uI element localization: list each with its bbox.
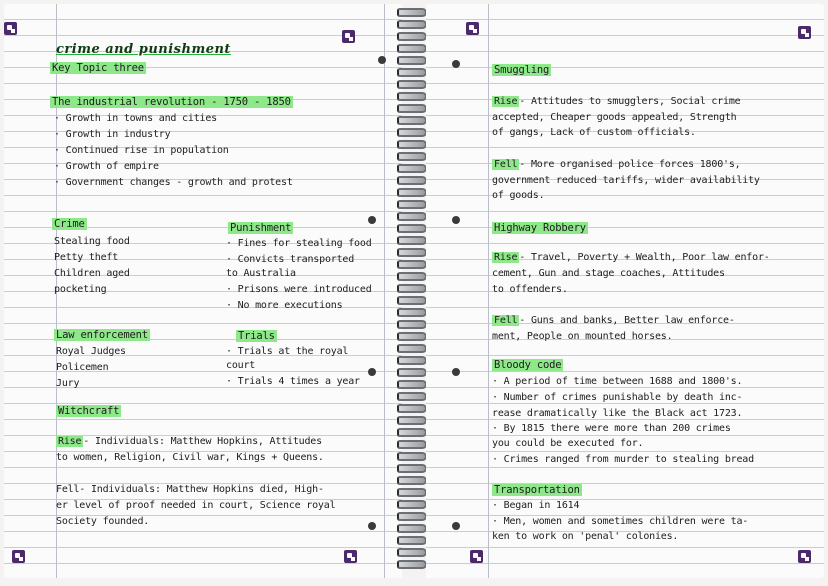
punch-hole-icon bbox=[452, 60, 460, 68]
smuggling-rise-text: accepted, Cheaper goods appealed, Strength bbox=[492, 112, 737, 123]
spiral-coil bbox=[397, 32, 427, 41]
punch-hole-icon bbox=[368, 216, 376, 224]
witchcraft-heading: Witchcraft bbox=[58, 405, 120, 417]
fell-label: Fell bbox=[494, 315, 518, 326]
list-item: · Growth of empire bbox=[54, 161, 159, 172]
spiral-coil bbox=[397, 368, 427, 377]
spiral-coil bbox=[397, 92, 427, 101]
list-item: · No more executions bbox=[226, 300, 343, 311]
transportation-heading: Transportation bbox=[494, 484, 580, 496]
spiral-coil bbox=[397, 308, 427, 317]
smuggling-rise-text: of gangs, Lack of custom officials. bbox=[492, 127, 696, 138]
crime-heading: Crime bbox=[54, 218, 85, 230]
spiral-coil bbox=[397, 488, 427, 497]
spiral-coil bbox=[397, 104, 427, 113]
spiral-coil bbox=[397, 272, 427, 281]
notebook-brand-logo-icon bbox=[798, 26, 811, 39]
spiral-coil bbox=[397, 140, 427, 149]
rise-label: Rise bbox=[494, 96, 518, 107]
list-item: · Convicts transported bbox=[226, 254, 355, 265]
list-item: Royal Judges bbox=[56, 346, 126, 357]
list-item: · Prisons were introduced bbox=[226, 284, 372, 295]
spiral-coil bbox=[397, 236, 427, 245]
spiral-coil bbox=[397, 380, 427, 389]
trials-heading: Trials bbox=[238, 330, 275, 342]
spiral-coil bbox=[397, 128, 427, 137]
list-item: to Australia bbox=[226, 268, 296, 279]
transportation-line: · Began in 1614 bbox=[492, 500, 580, 511]
smuggling-fell-text: government reduced tariffs, wider availability bbox=[492, 175, 760, 186]
spiral-coil bbox=[397, 164, 427, 173]
key-topic-label: Key Topic three bbox=[52, 62, 144, 74]
bloody-code-line: · By 1815 there were more than 200 crimes bbox=[492, 423, 731, 434]
highway-robbery-heading: Highway Robbery bbox=[494, 222, 586, 234]
rise-label: Rise bbox=[58, 436, 82, 447]
highway-rise-text: cement, Gun and stage coaches, Attitudes bbox=[492, 268, 725, 279]
notebook-brand-logo-icon bbox=[342, 30, 355, 43]
spiral-coil bbox=[397, 440, 427, 449]
list-item: · Fines for stealing food bbox=[226, 238, 372, 249]
list-item: · Growth in towns and cities bbox=[54, 113, 217, 124]
spiral-coil bbox=[397, 416, 427, 425]
punch-hole-icon bbox=[368, 522, 376, 530]
spiral-coil bbox=[397, 536, 427, 545]
punch-hole-icon bbox=[452, 522, 460, 530]
spiral-coil bbox=[397, 20, 427, 29]
notebook-brand-logo-icon bbox=[4, 22, 17, 35]
page-title: crime and punishment bbox=[56, 42, 231, 57]
list-item: court bbox=[226, 360, 256, 371]
spiral-coil bbox=[397, 344, 427, 353]
spiral-coil bbox=[397, 80, 427, 89]
smuggling-fell-text: of goods. bbox=[492, 190, 545, 201]
spiral-coil bbox=[397, 452, 427, 461]
spiral-coil bbox=[397, 68, 427, 77]
spiral-coil bbox=[397, 44, 427, 53]
witchcraft-fell-text: - Individuals: Matthew Hopkins died, High- bbox=[79, 484, 324, 495]
smuggling-fell-text: - More organised police forces 1800's, bbox=[519, 159, 741, 170]
bloody-code-heading: Bloody code bbox=[494, 359, 562, 371]
spiral-coil bbox=[397, 548, 427, 557]
spiral-coil bbox=[397, 320, 427, 329]
highway-fell-text: ment, People on mounted horses. bbox=[492, 331, 673, 342]
fell-label: Fell bbox=[56, 484, 80, 495]
spiral-coil bbox=[397, 224, 427, 233]
notebook-brand-logo-icon bbox=[798, 550, 811, 563]
punch-hole-icon bbox=[452, 368, 460, 376]
spiral-coil bbox=[397, 116, 427, 125]
list-item: Policemen bbox=[56, 362, 109, 373]
punch-hole-icon bbox=[452, 216, 460, 224]
witchcraft-rise-text: - Individuals: Matthew Hopkins, Attitudes bbox=[83, 436, 322, 447]
witchcraft-rise-text: to women, Religion, Civil war, Kings + Queens. bbox=[56, 452, 324, 463]
bloody-code-line: · Number of crimes punishable by death inc- bbox=[492, 392, 743, 403]
notebook-brand-logo-icon bbox=[466, 22, 479, 35]
punch-hole-icon bbox=[378, 56, 386, 64]
spiral-coil bbox=[397, 356, 427, 365]
transportation-line: ken to work on 'penal' colonies. bbox=[492, 531, 679, 542]
law-enforcement-heading: Law enforcement bbox=[56, 329, 148, 341]
rise-label: Rise bbox=[494, 252, 518, 263]
notebook-brand-logo-icon bbox=[470, 550, 483, 563]
spiral-coil bbox=[397, 560, 427, 569]
spiral-coil bbox=[397, 332, 427, 341]
list-item: Children aged bbox=[54, 268, 130, 279]
list-item: · Trials at the royal bbox=[226, 346, 349, 357]
spiral-coil bbox=[397, 500, 427, 509]
spiral-coil bbox=[397, 200, 427, 209]
spiral-coil bbox=[397, 188, 427, 197]
spiral-coil bbox=[397, 56, 427, 65]
bloody-code-line: you could be executed for. bbox=[492, 438, 644, 449]
list-item: · Continued rise in population bbox=[54, 145, 229, 156]
spiral-coil bbox=[397, 428, 427, 437]
spiral-coil bbox=[397, 476, 427, 485]
spiral-coil bbox=[397, 152, 427, 161]
highway-rise-text: - Travel, Poverty + Wealth, Poor law enfor- bbox=[519, 252, 770, 263]
spiral-coil bbox=[397, 8, 427, 17]
list-item: Stealing food bbox=[54, 236, 130, 247]
witchcraft-fell-text: Society founded. bbox=[56, 516, 150, 527]
spiral-coil bbox=[397, 464, 427, 473]
right-page bbox=[426, 4, 824, 578]
spiral-coil bbox=[397, 248, 427, 257]
industrial-revolution-heading: The industrial revolution - 1750 - 1850 bbox=[52, 96, 291, 108]
transportation-line: · Men, women and sometimes children were ta- bbox=[492, 516, 749, 527]
notebook-brand-logo-icon bbox=[12, 550, 25, 563]
spiral-coil bbox=[397, 176, 427, 185]
witchcraft-fell-text: er level of proof needed in court, Science royal bbox=[56, 500, 336, 511]
margin-line bbox=[384, 4, 385, 578]
smuggling-rise-text: - Attitudes to smugglers, Social crime bbox=[519, 96, 741, 107]
spiral-coil bbox=[397, 260, 427, 269]
bloody-code-line: · A period of time between 1688 and 1800's. bbox=[492, 376, 743, 387]
spiral-coil bbox=[397, 524, 427, 533]
punishment-heading: Punishment bbox=[230, 222, 292, 234]
highway-fell-text: - Guns and banks, Better law enforce- bbox=[519, 315, 735, 326]
bloody-code-line: rease dramatically like the Black act 1723. bbox=[492, 408, 743, 419]
list-item: · Growth in industry bbox=[54, 129, 171, 140]
notebook-brand-logo-icon bbox=[344, 550, 357, 563]
highway-rise-text: to offenders. bbox=[492, 284, 568, 295]
list-item: Petty theft bbox=[54, 252, 119, 263]
spiral-coil bbox=[397, 404, 427, 413]
spiral-coil bbox=[397, 392, 427, 401]
smuggling-heading: Smuggling bbox=[494, 64, 550, 76]
left-page bbox=[4, 4, 402, 578]
spiral-coil bbox=[397, 296, 427, 305]
list-item: Jury bbox=[56, 378, 80, 389]
punch-hole-icon bbox=[368, 368, 376, 376]
spiral-coil bbox=[397, 284, 427, 293]
list-item: pocketing bbox=[54, 284, 107, 295]
spiral-coil bbox=[397, 212, 427, 221]
spiral-coil bbox=[397, 512, 427, 521]
bloody-code-line: · Crimes ranged from murder to stealing bread bbox=[492, 454, 754, 465]
list-item: · Government changes - growth and protest bbox=[54, 177, 293, 188]
fell-label: Fell bbox=[494, 159, 518, 170]
margin-line bbox=[488, 4, 489, 578]
list-item: · Trials 4 times a year bbox=[226, 376, 360, 387]
